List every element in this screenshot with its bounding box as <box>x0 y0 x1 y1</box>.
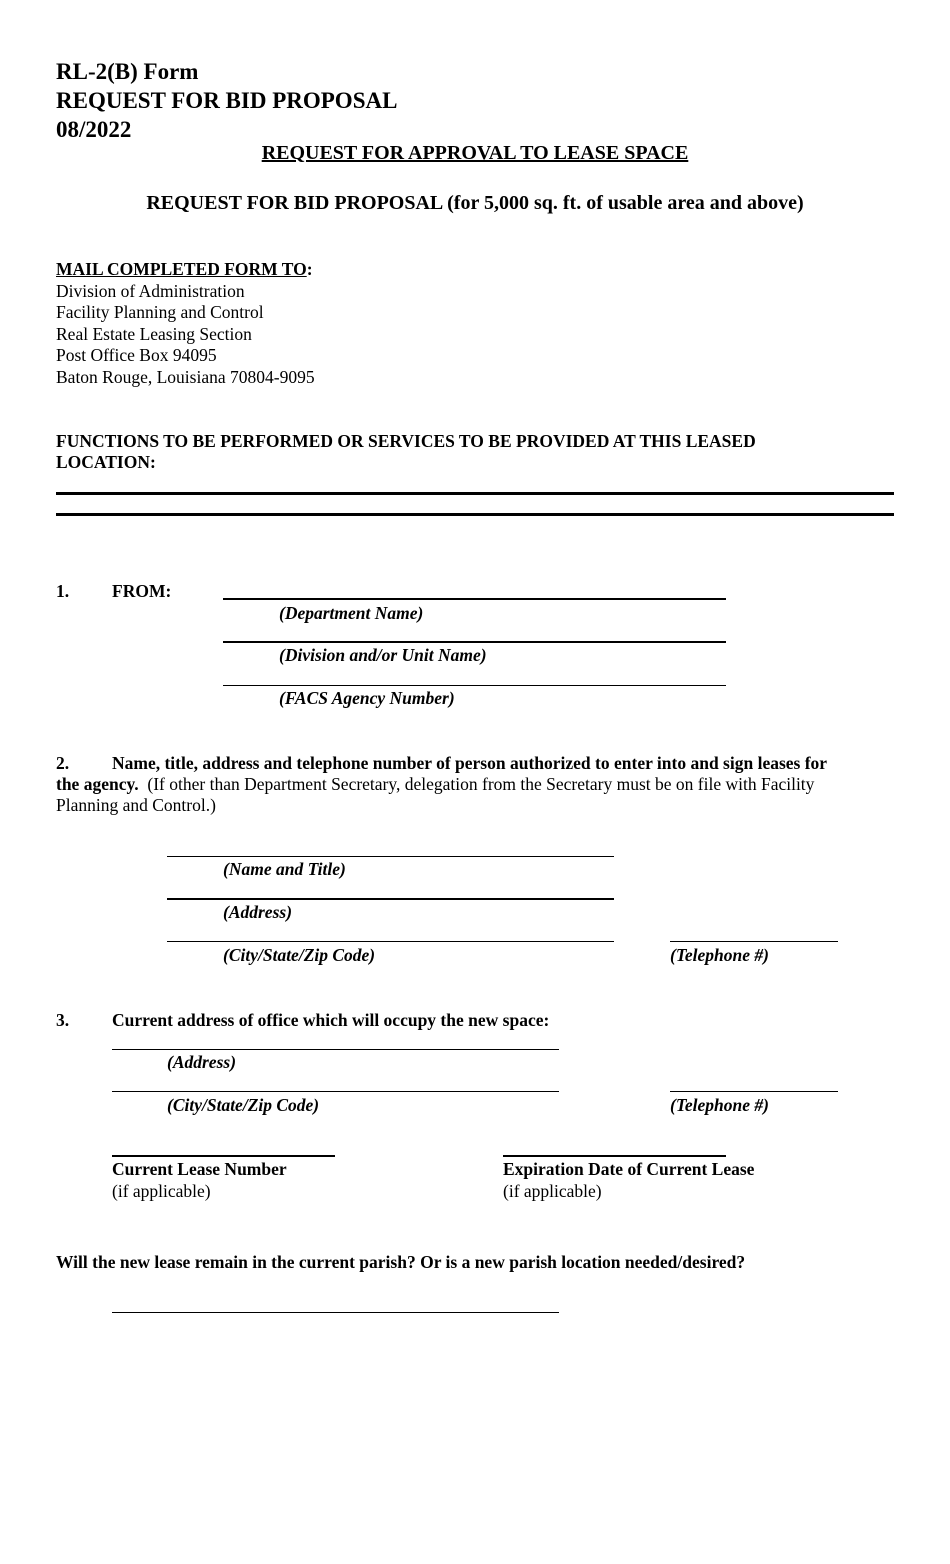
current-telephone-caption: (Telephone #) <box>670 1095 769 1115</box>
department-caption: (Department Name) <box>279 603 424 623</box>
functions-input-line[interactable] <box>56 513 894 516</box>
revision-date: 08/2022 <box>56 117 132 142</box>
mail-line: Baton Rouge, Louisiana 70804-9095 <box>56 367 315 387</box>
current-telephone-field[interactable] <box>670 1091 838 1092</box>
expiration-date-field[interactable] <box>503 1155 726 1157</box>
city-state-zip-caption: (City/State/Zip Code) <box>223 945 376 965</box>
section-number: 2. <box>56 753 70 773</box>
expiration-date-label: Expiration Date of Current Lease <box>503 1159 755 1179</box>
delegation-note: (If other than Department Secretary, delegation from the Secretary must be on file with Facility <box>147 774 815 794</box>
division-name-field[interactable] <box>223 641 726 643</box>
authorized-person-label-cont: the agency. <box>56 774 139 794</box>
functions-label: FUNCTIONS TO BE PERFORMED OR SERVICES TO BE PROVIDED AT THIS LEASED <box>56 431 756 451</box>
authorized-person-label: Name, title, address and telephone number of person authorized to enter into and sign leases for <box>112 753 828 773</box>
division-caption: (Division and/or Unit Name) <box>279 645 487 665</box>
telephone-field[interactable] <box>670 941 838 942</box>
main-title: REQUEST FOR APPROVAL TO LEASE SPACE <box>261 142 689 164</box>
mail-heading-text: MAIL COMPLETED FORM TO <box>56 259 307 279</box>
name-title-caption: (Name and Title) <box>223 859 346 879</box>
mail-line: Facility Planning and Control <box>56 302 264 322</box>
mail-line: Post Office Box 94095 <box>56 345 217 365</box>
facs-caption: (FACS Agency Number) <box>279 688 455 708</box>
form-id: RL-2(B) Form <box>56 59 199 84</box>
expiration-date-note: (if applicable) <box>503 1181 602 1201</box>
mail-heading-colon: : <box>306 259 313 279</box>
telephone-caption: (Telephone #) <box>670 945 769 965</box>
lease-number-note: (if applicable) <box>112 1181 211 1201</box>
name-title-field[interactable] <box>167 856 614 857</box>
facs-number-field[interactable] <box>223 685 726 686</box>
department-name-field[interactable] <box>223 598 726 600</box>
mail-heading <box>56 259 313 280</box>
parish-question: Will the new lease remain in the current parish? Or is a new parish location needed/desired? <box>56 1252 746 1272</box>
current-address-caption: (Address) <box>167 1052 237 1072</box>
delegation-note-cont: Planning and Control.) <box>56 795 216 815</box>
lease-number-label: Current Lease Number <box>112 1159 287 1179</box>
section-number: 1. <box>56 581 70 601</box>
address-field[interactable] <box>167 898 614 900</box>
current-city-state-zip-field[interactable] <box>112 1091 559 1092</box>
city-state-zip-field[interactable] <box>167 941 614 942</box>
authorized-person-note <box>56 774 814 795</box>
address-caption: (Address) <box>223 902 293 922</box>
lease-number-field[interactable] <box>112 1155 335 1157</box>
current-address-label: Current address of office which will occupy the new space: <box>112 1010 550 1030</box>
current-city-state-zip-caption: (City/State/Zip Code) <box>167 1095 320 1115</box>
mail-line: Division of Administration <box>56 281 245 301</box>
functions-label-cont: LOCATION: <box>56 452 156 472</box>
form-type: REQUEST FOR BID PROPOSAL <box>56 88 398 113</box>
mail-line: Real Estate Leasing Section <box>56 324 252 344</box>
from-label: FROM: <box>112 581 172 601</box>
current-address-field[interactable] <box>112 1049 559 1050</box>
parish-answer-field[interactable] <box>112 1312 559 1313</box>
functions-input-line[interactable] <box>56 492 894 495</box>
section-number: 3. <box>56 1010 70 1030</box>
subtitle: REQUEST FOR BID PROPOSAL (for 5,000 sq. ft. of usable area and above) <box>146 192 804 214</box>
